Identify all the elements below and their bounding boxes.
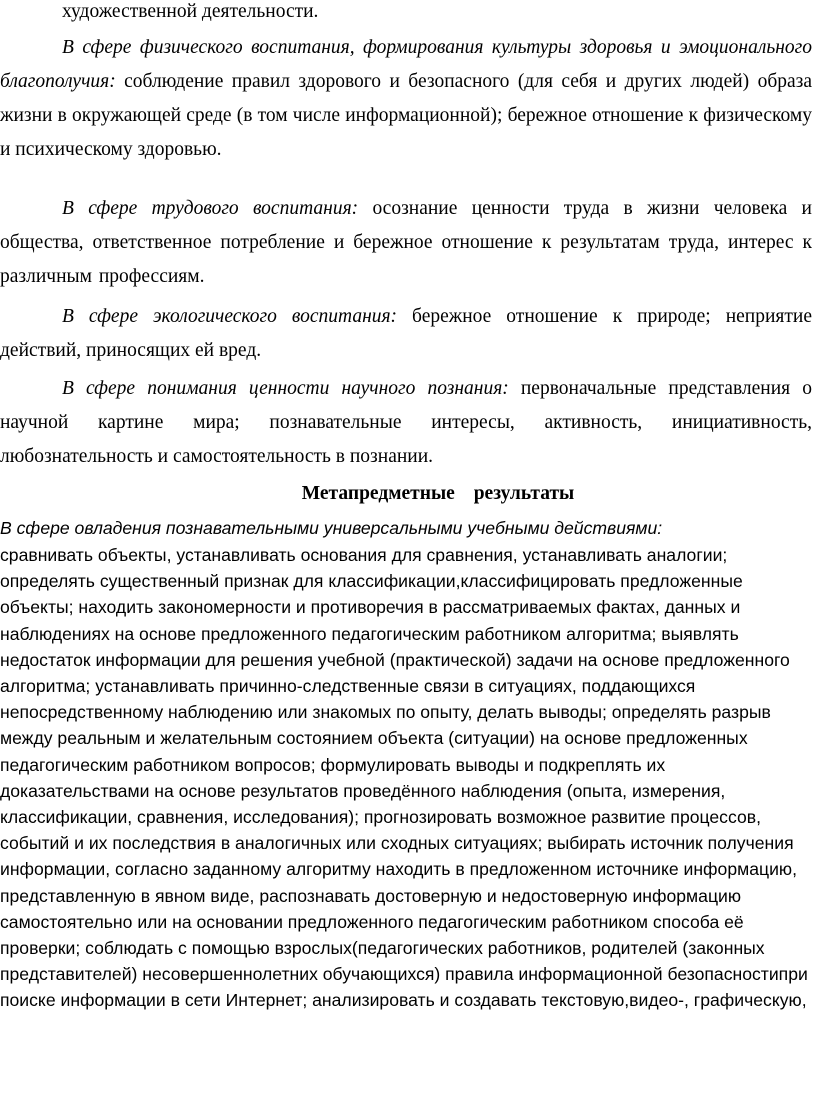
paragraph-body: первоначальные представления о научной картине мира; познавательные интересы, активность, инициативность, любознательность и самостоятельность в познании. bbox=[0, 378, 812, 467]
paragraph-lead: В сфере трудового воспитания: bbox=[62, 198, 359, 219]
cognitive-actions-lead: В сфере овладения познавательными универсальными учебными действиями: bbox=[0, 518, 663, 538]
paragraph-ecological-education bbox=[0, 300, 812, 368]
paragraph-scientific-knowledge bbox=[0, 372, 812, 474]
section-heading: Метапредметные результаты bbox=[301, 483, 575, 504]
paragraph-lead: В сфере понимания ценности научного познания: bbox=[62, 378, 509, 399]
paragraph-physical-education bbox=[0, 31, 812, 167]
paragraph-tail: художественной деятельности. bbox=[62, 1, 319, 22]
paragraph-body: соблюдение правил здорового и безопасного (для себя и других людей) образа жизни в окружающей среде (в том числе информационной); бережное отношение к физическому и психическому здоровью. bbox=[0, 71, 813, 160]
paragraph-body: осознание ценности труда в жизни человека и общества, ответственное потребление и бережное отношение к результатам труда, интерес к различным профессиям. bbox=[0, 198, 812, 287]
paragraph-lead: В сфере физического воспитания, формирования культуры здоровья и эмоционального благополучия: bbox=[0, 37, 812, 92]
paragraph-labour-education bbox=[0, 192, 812, 294]
paragraph-lead: В сфере экологического воспитания: bbox=[62, 306, 398, 327]
paragraph-body: бережное отношение к природе; неприятие действий, приносящих ей вред. bbox=[0, 306, 812, 361]
cognitive-actions-body: сравнивать объекты, устанавливать основания для сравнения, устанавливать аналогии; определять существенный признак для классификации,классифицировать предложенные объекты; находить закономерности и противоречия в рассматриваемых фактах, данных и наблюдениях на основе предложенного педагогическим работником алгоритма; выявлять недостаток информации для решения учебной (практической) задачи на основе предложенного алгоритма; устанавливать причинно-следственные связи в ситуациях, поддающихся непосредственному наблюдению или знакомых по опыту, делать выводы; определять разрыв между реальным и желательным состоянием объекта (ситуации) на основе предложенных педагогическим работником вопросов; формулировать выводы и подкреплять их доказательствами на основе результатов проведённого наблюдения (опыта, измерения, классификации, сравнения, исследования); прогнозировать возможное развитие процессов, событий и их последствия в аналогичных или сходных ситуациях; выбирать источник получения информации, согласно заданному алгоритму находить в предложенном источнике информацию, представленную в явном виде, распознавать достоверную и недостоверную информацию самостоятельно или на основании предложенного педагогическим работником способа её проверки; соблюдать с помощью взрослых(педагогических работников, родителей (законных представителей) несовершеннолетних обучающихся) правила информационной безопасностипри поиске информации в сети Интернет; анализировать и создавать текстовую,видео-, графическую, bbox=[0, 545, 808, 1011]
